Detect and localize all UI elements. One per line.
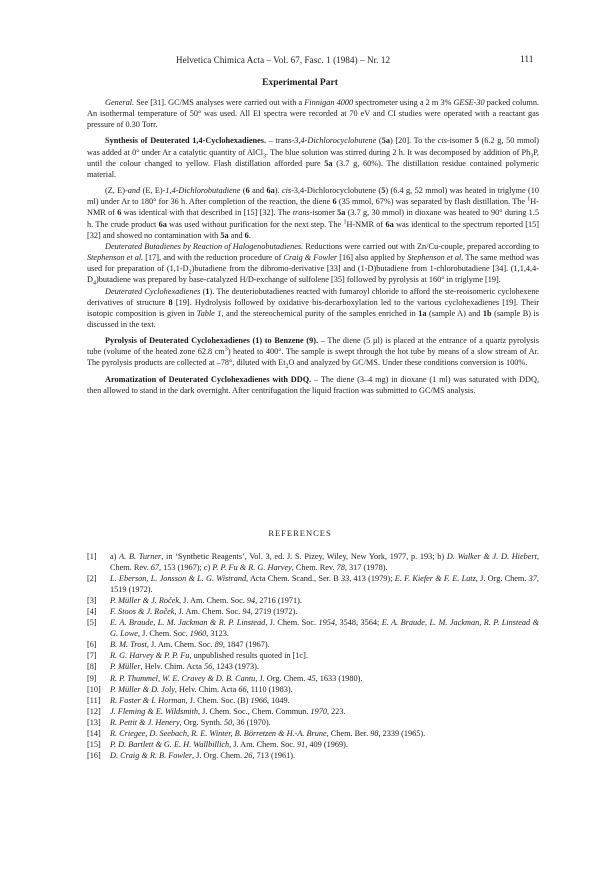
reference-number: [11] — [87, 695, 101, 705]
reference-text: B. M. Trost, J. Am. Chem. Soc. 89, 1847 (1967). — [110, 640, 270, 650]
reference-text: P. Müller, Helv. Chim. Acta 56, 1243 (1973). — [110, 662, 259, 672]
reference-number: [14] — [87, 728, 101, 738]
reference-item — [87, 739, 539, 750]
reference-item — [87, 551, 539, 573]
reference-item — [87, 606, 539, 617]
reference-number: [6] — [87, 640, 97, 650]
reference-text: R. Pettit & J. Henery, Org. Synth. 50, 36 (1970). — [110, 717, 271, 727]
reference-text: J. Fleming & E. Wildsmith, J. Chem. Soc., Chem. Commun. 1970, 223. — [110, 706, 346, 716]
reference-item — [87, 661, 539, 672]
paragraph-aromatization: Aromatization of Deuterated Cyclohexadienes with DDQ. – The diene (3–4 mg) in dioxane (1 ml) was saturated with DDQ, then allowed to stand in the dark overnight. After centrifugation the liquid fraction was submitted to GC/MS analysis. — [87, 374, 540, 395]
paragraph-synthesis: Synthesis of Deuterated 1,4-Cyclohexadienes. – trans-3,4-Dichlorocyclobutene (5a) [20]. To the cis-isomer 5 (6.2 g, 50 mmol) was added at 0° under Ar a catalytic quantity of AlCl$_3$. The blue solution was stirred during 2 h. It was decomposed by addition of $Ph_3P$, until the colour changed to yellow. Flash distillation afforded pure 5a (3.7 g, 60%). The distillation residue contained polymeric material. — [87, 136, 540, 179]
reference-item — [87, 573, 539, 595]
reference-number: [8] — [87, 662, 97, 672]
reference-text: R. Foster & I. Horman, J. Chem. Soc. (B) 1966, 1049. — [110, 695, 290, 705]
reference-text: R. Criegee, D. Seebach, R. E. Winter, B. Börretzen & H.-A. Brune, Chem. Ber. 98, 2339 (1965). — [110, 728, 426, 738]
reference-text: R. P. Thummel, W. E. Cravey & D. B. Cantu, J. Org. Chem. 45, 1633 (1980). — [110, 673, 363, 683]
reference-text: P. D. Bartlett & G. E. H. Wallbillich, J. Am. Chem. Soc. 91, 409 (1969). — [110, 739, 348, 749]
reference-item — [87, 695, 539, 706]
reference-text: F. Stoos & J. Roček, J. Am. Chem. Soc. 94, 2719 (1972). — [110, 607, 298, 617]
reference-number: [3] — [87, 596, 97, 606]
running-head: Helvetica Chimica Acta – Vol. 67, Fasc. 1 (1984) – Nr. 12 — [176, 55, 391, 65]
reference-number: [2] — [87, 574, 97, 584]
reference-text: a) A. B. Turner, in ‘Synthetic Reagents’, Vol. 3, ed. J. S. Pizey, Wiley, New York, 1977, p. 193; b) D. Walker & J. D. Hiebert, Chem. Rev. 67, 153 (1967); c) P. P. Fu & R. G. Harvey, Chem. Rev. 78, 317 (1978). — [110, 552, 539, 573]
page-number: 111 — [520, 55, 534, 65]
reference-item — [87, 639, 539, 650]
experimental-body — [87, 97, 539, 396]
reference-number: [1] — [87, 552, 97, 561]
reference-number: [15] — [87, 739, 101, 749]
paragraph-dichlorobutadiene: (Z, E)-and (E, E)-1,4-Dichlorobutadiene (6 and 6a). cis-3,4-Dichlorocyclobutene (5) (6.4 g, 52 mmol) was heated in triglyme (10 ml) under Ar to 180° for 36 h. After completion of the reaction, the diene 6 (35 mmol, 67%) was separated by flash distillation. The $^1$H-NMR of 6 was identical with that described in [15] [32]. The trans-isomer 5a (3.7 g, 30 mmol) in dioxane was heated to 90° during 1.5 h. The crude product 6a was used without purification for the next step. The $^1$H-NMR of 6a was identical to the spectrum reported [15] [32] and showed no contamination with 5a and 6. — [87, 186, 540, 240]
reference-number: [5] — [87, 618, 97, 628]
paragraph-deuterated-cyclohexadienes: Deuterated Cyclohexadienes (1). The deuteriobutadienes reacted with fumaroyl chloride to afford the ste-reoisomeric cyclohexene derivatives of structure 8 [19]. Hydrolysis followed by oxidative bis-decarboxylation led to the various cyclohexadienes [19]. Their isotopic composition is given in Table 1, and the stereochemical purity of the samples enriched in 1a (sample A) and 1b (sample B) is discussed in the text. — [87, 286, 540, 329]
reference-number: [16] — [87, 750, 101, 760]
reference-item — [87, 650, 539, 661]
reference-number: [7] — [87, 651, 97, 661]
references-list — [87, 551, 539, 761]
reference-number: [12] — [87, 706, 101, 716]
reference-text: E. A. Braude, L. M. Jackman & R. P. Linstead, J. Chem. Soc. 1954, 3548, 3564; E. A. Braude, L. M. Jackman, R. P. Linstead & G. Lowe, J. Chem. Soc. 1960, 3123. — [110, 618, 539, 639]
reference-number: [9] — [87, 673, 97, 683]
reference-item — [87, 750, 539, 761]
reference-item — [87, 728, 539, 739]
reference-item — [87, 617, 539, 639]
references-title: REFERENCES — [268, 528, 332, 538]
reference-item — [87, 684, 539, 695]
reference-item — [87, 717, 539, 728]
paragraph-pyrolysis: Pyrolysis of Deuterated Cyclohexadienes (1) to Benzene (9). – The diene (5 µl) is placed at the entrance of a quartz pyrolysis tube (volume of the heated zone 62.8 $cm^3$) heated to 400°. The sample is swept through the hot tube by means of a slow stream of Ar. The pyrolysis products are collected at –78°, diluted with $Et_2O$ and analyzed by GC/MS. Under these conditions conversion is 100%. — [87, 336, 540, 371]
reference-item — [87, 706, 539, 717]
paragraph-general: General. See [31]. GC/MS analyses were carried out with a Finnigan 4000 spectrometer using a 2 m 3% GESE-30 packed column. An isothermal temperature of 50° was used. All EI spectra were recorded at 70 eV and CI studies were operated with a reactant gas pressure of 0.30 Torr. — [87, 98, 540, 130]
reference-text: P. Müller & D. Joly, Helv. Chim. Acta 66, 1110 (1983). — [110, 684, 293, 694]
reference-number: [10] — [87, 684, 101, 694]
reference-text: R. G. Harvey & P. P. Fu, unpublished results quoted in [1c]. — [110, 651, 308, 661]
reference-text: D. Craig & R. B. Fowler, J. Org. Chem. 26, 713 (1961). — [110, 750, 296, 760]
reference-number: [13] — [87, 717, 101, 727]
reference-item — [87, 595, 539, 606]
paragraph-deuterated-butadienes: Deuterated Butadienes by Reaction of Halogenobutadienes. Reductions were carried out with Zn/Cu-couple, prepared according to Stephenson et al. [17], and with the reduction procedure of Craig & Fowler [16] also applied by Stephenson et al. The same method was used for preparation of $(1,1-D_2)butadiene$ from the dibromo-derivative [33] and (1-D)butadiene from 1-chlorobutadiene [34]. $(1,1,4,4-D_4)butadiene$ was prepared by base-catalyzed H/D-exchange of sulfolene [35] followed by pyrolysis at 160° in triglyme [19]. — [87, 241, 540, 287]
reference-item — [87, 673, 539, 684]
section-title: Experimental Part — [262, 78, 338, 88]
reference-text: P. Müller & J. Roček, J. Am. Chem. Soc. 94, 2716 (1971). — [110, 596, 302, 606]
reference-text: L. Eberson, L. Jonsson & L. G. Wistrand, Acta Chem. Scand., Ser. B 33, 413 (1979); E. F. Kiefer & F. E. Lutz, J. Org. Chem. 37, 1519 (1972). — [110, 574, 539, 595]
reference-number: [4] — [87, 607, 97, 617]
